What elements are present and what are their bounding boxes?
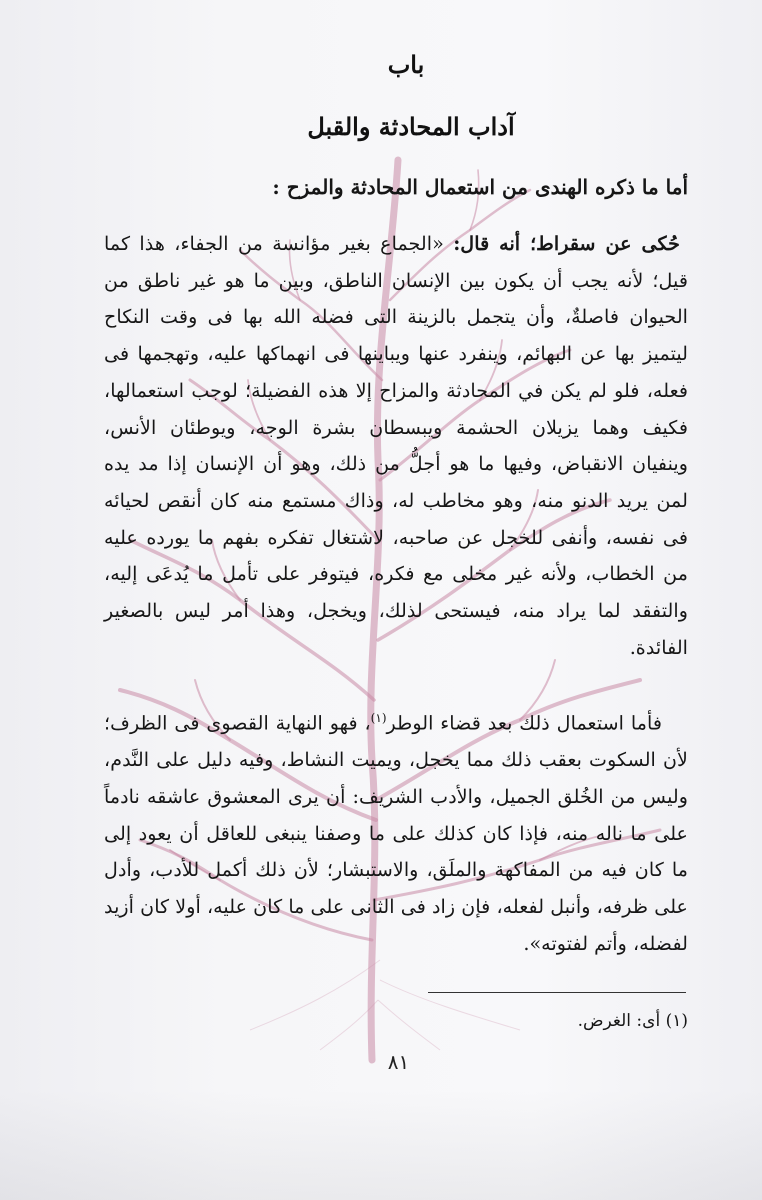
footnote-divider: [428, 992, 686, 993]
paragraph-1: [104, 226, 688, 666]
footnote: (١) أى: الغرض.: [577, 1011, 688, 1031]
page-shadow: [0, 1090, 762, 1200]
paragraph-2-before-note: فأما استعمال ذلك بعد قضاء الوطر: [386, 711, 662, 735]
paragraph-1-text: «الجماع بغير مؤانسة من الجفاء، هذا كما قيل؛ لأنه يجب أن يكون بين الإنسان الناطق، وبين ما هو غير ناطق من الحيوان فاصلةٌ، وأن يتجمل بالزينة التى فضله الله بها فى وقت النكاح ليتميز بها عن البهائم، وينفرد عنها ويباينها فى انهماكها عليه، وتهجمها فى فعله، فلو لم يكن في المحادثة والمزاح إلا هذه الفضيلة؛ لوجب استعمالها، فكيف وهما يزيلان الحشمة ويبسطان بشرة الوجه، ويوطئان الأنس، وينفيان الانقباض، وفيها ما هو أجلُّ من ذلك، وهو أن الإنسان إذا مد يده لمن يريد الدنو منه، وهو مخاطب له، وذاك مستمع منه كان أنقص لحيائه فى نفسه، وأنفى للخجل عن صاحبه، لاشتغال تفكره بفهم ما يورده عليه من الخطاب، ولأنه غير مخلى مع فكره، فيتوفر على تأمل ما يُدعَى إليه، والتفقد لما يراد منه، فيستحى لذلك، ويخجل، وهذا أمر ليس بالصغير الفائدة.: [104, 232, 688, 659]
footnote-reference[interactable]: (١): [370, 711, 387, 725]
section-heading: أما ما ذكره الهندى من استعمال المحادثة والمزح :: [272, 175, 688, 199]
chapter-title: باب: [387, 50, 425, 79]
chapter-subtitle: آداب المحادثة والقبل: [307, 112, 515, 141]
paragraph-2: [104, 700, 688, 962]
page-number: ٨١: [387, 1050, 410, 1074]
paragraph-1-lead: حُكى عن سقراط؛ أنه قال:: [453, 232, 680, 255]
paragraph-2-after-note: ، فهو النهاية القصوى فى الظرف؛ لأن السكوت بعقب ذلك مما يخجل، ويميت النشاط، وفيه دليل على النَّدم، وليس من الخُلق الجميل، والأدب الشريف: أن يرى المعشوق عاشقه نادماً على ما ناله منه، فإذا كان كذلك على ما وصفنا ينبغى للعاقل أن يعود إلى ما كان فيه من المفاكهة والملَق، والاستبشار؛ لأن ذلك أكمل للأدب، وأدل على ظرفه، وأنبل لفعله، فإن زاد فى الثانى على ما كان عليه، أولا كان أزيد لفضله، وأتم لفتوته».: [104, 711, 688, 955]
